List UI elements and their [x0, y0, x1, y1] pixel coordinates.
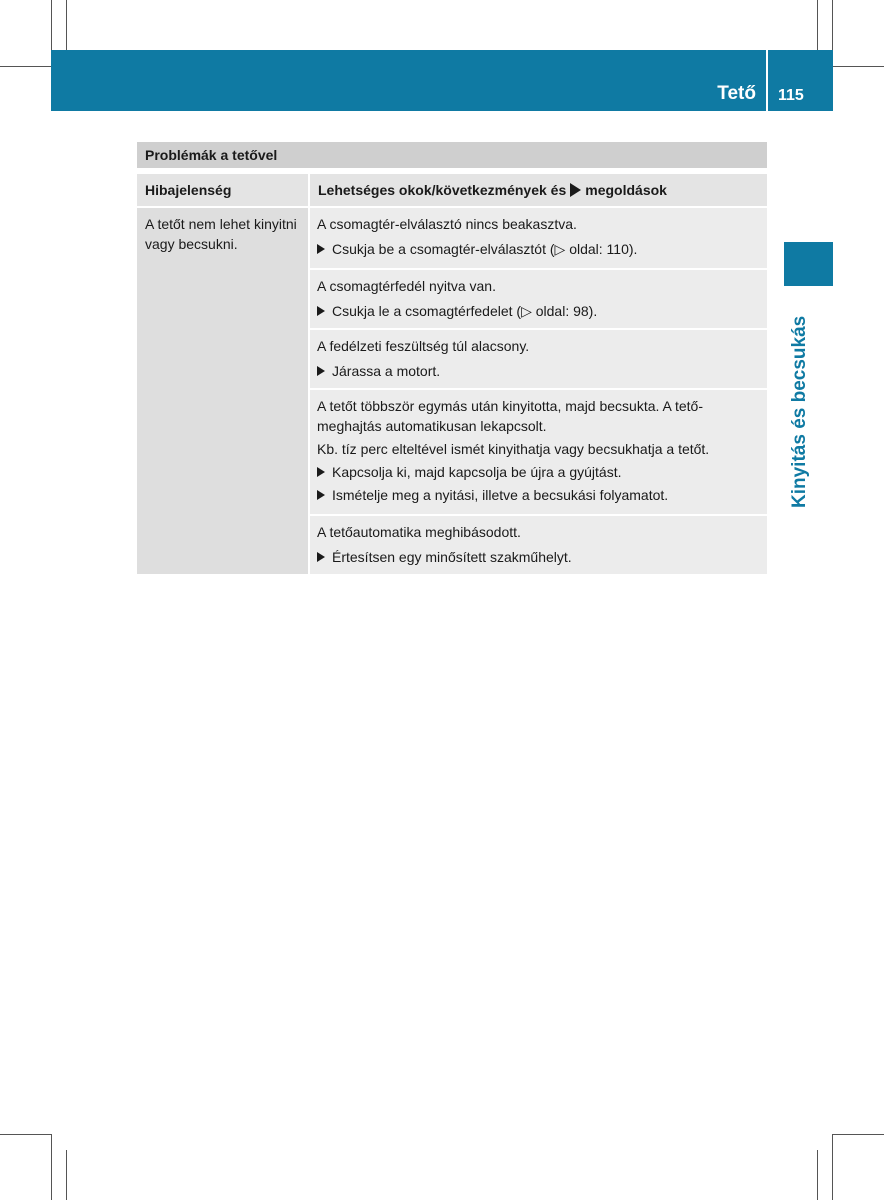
header-divider [766, 50, 768, 111]
action-item [317, 485, 763, 505]
crop-mark [0, 66, 51, 67]
action-item [317, 462, 763, 482]
crop-mark [51, 1134, 52, 1200]
cause-text: A tetőt többször egymás után kinyitotta, majd becsukta. A tető-meghajtás automatikusan lekapcsolt. [317, 398, 703, 434]
header-band [51, 50, 833, 111]
cause-block [310, 208, 767, 268]
table-row [137, 208, 767, 574]
cause-text: A tetőautomatika meghibásodott. [317, 524, 521, 540]
side-tab-marker [784, 242, 833, 286]
action-item [317, 301, 763, 321]
cause-block [310, 328, 767, 388]
section-title: Tető [717, 83, 756, 104]
crop-mark [817, 1150, 818, 1200]
header-symptom: Hibajelenség [137, 174, 310, 206]
cause-text: A csomagtér-elválasztó nincs beakasztva. [317, 216, 577, 232]
side-tab-label: Kinyitás és becsukás [789, 315, 810, 508]
header-causes [310, 174, 767, 206]
action-text: Csukja le a csomagtérfedelet (▷ oldal: 98). [332, 303, 598, 319]
symptom-cell: A tetőt nem lehet kinyitni vagy becsukni. [137, 208, 310, 574]
crop-mark [51, 0, 52, 50]
header-solutions-text: megoldások [585, 182, 667, 198]
cause-block [310, 514, 767, 574]
crop-mark [833, 66, 884, 67]
cause-text: A csomagtérfedél nyitva van. [317, 278, 496, 294]
action-arrow-icon [317, 490, 325, 500]
table-title: Problémák a tetővel [137, 142, 767, 168]
action-item [317, 239, 763, 259]
crop-mark [0, 1134, 51, 1135]
cause-text: Kb. tíz perc elteltével ismét kinyithatja vagy becsukhatja a tetőt. [317, 441, 710, 457]
action-arrow-icon [317, 467, 325, 477]
action-text: Kapcsolja ki, majd kapcsolja be újra a gyújtást. [332, 464, 622, 480]
crop-mark [832, 0, 833, 50]
action-text: Csukja be a csomagtér-elválasztót (▷ oldal: 110). [332, 241, 638, 257]
problems-table [137, 142, 767, 574]
crop-mark [66, 0, 67, 50]
causes-column [310, 208, 767, 574]
crop-mark [817, 0, 818, 50]
crop-mark [66, 1150, 67, 1200]
action-text: Értesítsen egy minősített szakműhelyt. [332, 549, 572, 565]
action-arrow-icon [317, 552, 325, 562]
action-arrow-icon [317, 306, 325, 316]
action-item [317, 547, 763, 567]
action-text: Ismételje meg a nyitási, illetve a becsukási folyamatot. [332, 487, 669, 503]
crop-mark [833, 1134, 884, 1135]
action-item [317, 361, 763, 381]
cause-text: A fedélzeti feszültség túl alacsony. [317, 338, 530, 354]
page-number: 115 [778, 87, 804, 104]
table-header-row [137, 174, 767, 206]
crop-mark [832, 1134, 833, 1200]
header-causes-text: Lehetséges okok/következmények és [318, 182, 567, 198]
side-tab [780, 292, 820, 512]
action-text: Járassa a motort. [332, 363, 441, 379]
play-triangle-icon [570, 183, 581, 197]
action-arrow-icon [317, 244, 325, 254]
cause-block [310, 388, 767, 514]
action-arrow-icon [317, 366, 325, 376]
cause-block [310, 268, 767, 328]
